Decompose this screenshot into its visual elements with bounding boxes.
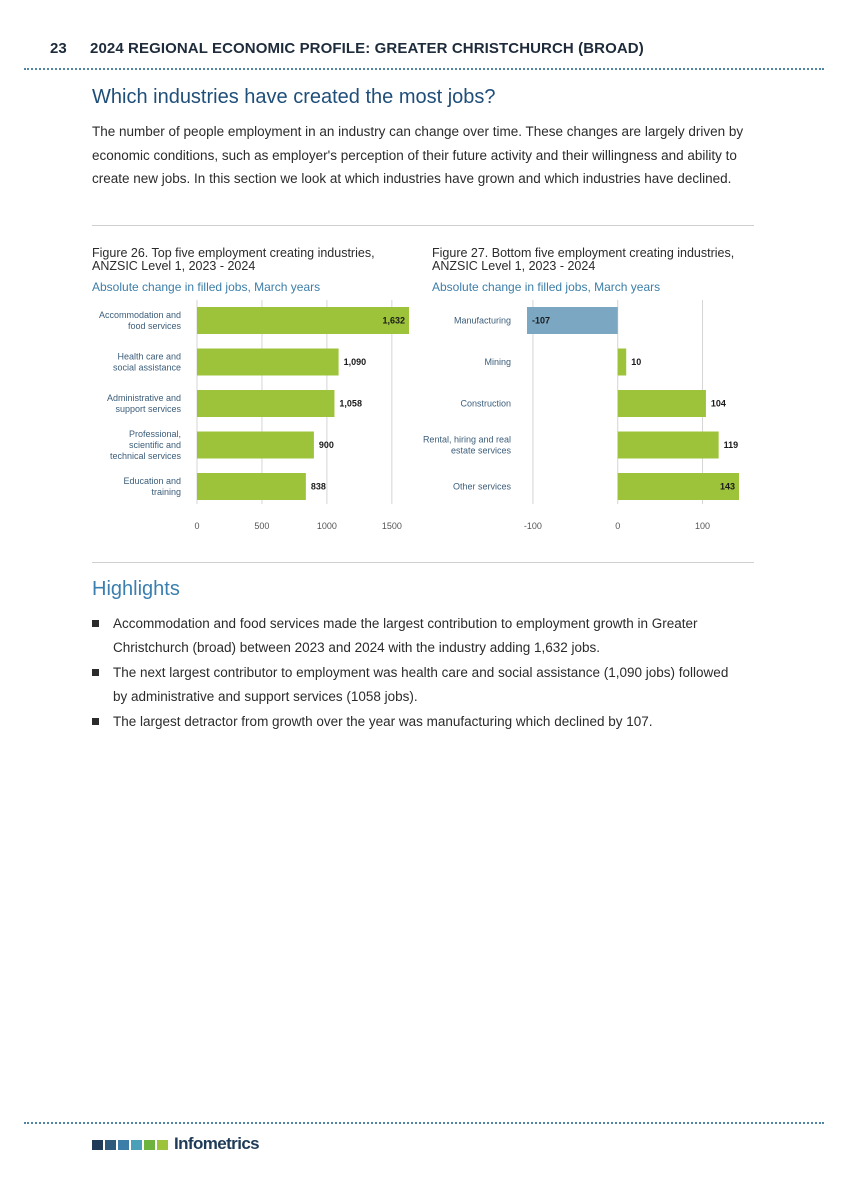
- x-tick-label: 0: [194, 521, 200, 531]
- footer-divider: [24, 1122, 824, 1124]
- data-label: 143: [719, 481, 735, 492]
- square-bullet-icon: [92, 669, 99, 676]
- bar: [197, 473, 306, 500]
- bar: [197, 349, 339, 376]
- category-label: Rental, hiring and real: [422, 434, 511, 445]
- category-label: training: [151, 487, 181, 497]
- page-number: 23: [50, 40, 67, 57]
- category-label: Accommodation and: [98, 310, 181, 320]
- data-label: 104: [710, 398, 726, 409]
- data-label: 900: [318, 440, 334, 450]
- data-label: 10: [631, 357, 642, 367]
- section-divider-top: [92, 225, 754, 226]
- category-label: Mining: [484, 357, 511, 367]
- section-intro: The number of people employment in an industry can change over time. These changes are largely driven by economic conditions, such as employer's perception of their future activity and their willingness and ability to create new jobs. In this section we look at which industries have grown and which industries have declined.: [92, 124, 744, 186]
- category-label: technical services: [109, 451, 181, 461]
- highlight-item: [92, 710, 742, 734]
- square-bullet-icon: [92, 620, 99, 627]
- highlight-text: Accommodation and food services made the largest contribution to employment growth in Greater Christchurch (broad) between 2023 and 2024 with the industry adding 1,632 jobs.: [113, 616, 698, 655]
- x-tick-label: 1500: [381, 521, 402, 531]
- category-label: Administrative and: [106, 393, 181, 403]
- category-label: estate services: [450, 445, 511, 456]
- data-label: 119: [723, 440, 739, 450]
- bar: [618, 390, 706, 417]
- bar: [197, 390, 334, 417]
- logo-square: [105, 1140, 116, 1150]
- highlight-text: The largest detractor from growth over the year was manufacturing which declined by 107.: [113, 714, 653, 729]
- square-bullet-icon: [92, 718, 99, 725]
- logo-square: [92, 1140, 103, 1150]
- header-divider: [24, 68, 824, 70]
- category-label: support services: [115, 404, 181, 414]
- figure-26-chart: [82, 296, 422, 546]
- bar: [618, 432, 719, 459]
- category-label: food services: [127, 321, 181, 331]
- category-label: Manufacturing: [453, 315, 511, 326]
- x-tick-label: 500: [254, 521, 270, 531]
- category-label: Health care and: [117, 351, 181, 362]
- data-label: 1,090: [343, 357, 367, 367]
- logo-square: [144, 1140, 155, 1150]
- logo-square: [157, 1140, 168, 1150]
- figure-27-subtitle: Absolute change in filled jobs, March years: [432, 280, 661, 294]
- figure-26-title: Figure 26. Top five employment creating industries, ANZSIC Level 1, 2023 - 2024: [92, 246, 375, 273]
- category-label: scientific and: [128, 440, 181, 450]
- data-label: 1,058: [339, 398, 362, 409]
- page-header: [50, 40, 830, 64]
- highlights-list: [92, 612, 742, 736]
- data-label: 838: [310, 481, 326, 492]
- category-label: Education and: [123, 476, 181, 486]
- category-label: Other services: [452, 481, 511, 492]
- highlight-item: [92, 661, 742, 708]
- x-tick-label: 100: [695, 521, 711, 531]
- x-tick-label: 1000: [316, 521, 337, 531]
- bar: [618, 349, 626, 376]
- figure-27-chart: [412, 296, 752, 546]
- logo-square: [118, 1140, 129, 1150]
- category-label: Construction: [460, 398, 511, 409]
- x-tick-label: 0: [615, 521, 621, 531]
- category-label: social assistance: [112, 362, 181, 373]
- figure-27-title: Figure 27. Bottom five employment creating industries, ANZSIC Level 1, 2023 - 2024: [432, 246, 735, 273]
- logo-text: Infometrics: [174, 1134, 260, 1153]
- report-title: 2024 REGIONAL ECONOMIC PROFILE: GREATER CHRISTCHURCH (BROAD): [90, 40, 644, 57]
- highlight-item: [92, 612, 742, 659]
- bar: [197, 432, 314, 459]
- highlights-title: Highlights: [92, 578, 180, 600]
- section-title: Which industries have created the most jobs?: [92, 86, 496, 108]
- logo-square: [131, 1140, 142, 1150]
- highlight-text: The next largest contributor to employment was health care and social assistance (1,090 jobs) followed by administrative and support services (1058 jobs).: [113, 665, 729, 704]
- bar: [197, 307, 409, 334]
- data-label: -107: [532, 315, 551, 326]
- section-divider-bottom: [92, 562, 754, 563]
- figure-26-subtitle: Absolute change in filled jobs, March years: [92, 280, 321, 294]
- data-label: 1,632: [382, 315, 405, 326]
- category-label: Professional,: [128, 429, 181, 439]
- x-tick-label: -100: [523, 521, 542, 531]
